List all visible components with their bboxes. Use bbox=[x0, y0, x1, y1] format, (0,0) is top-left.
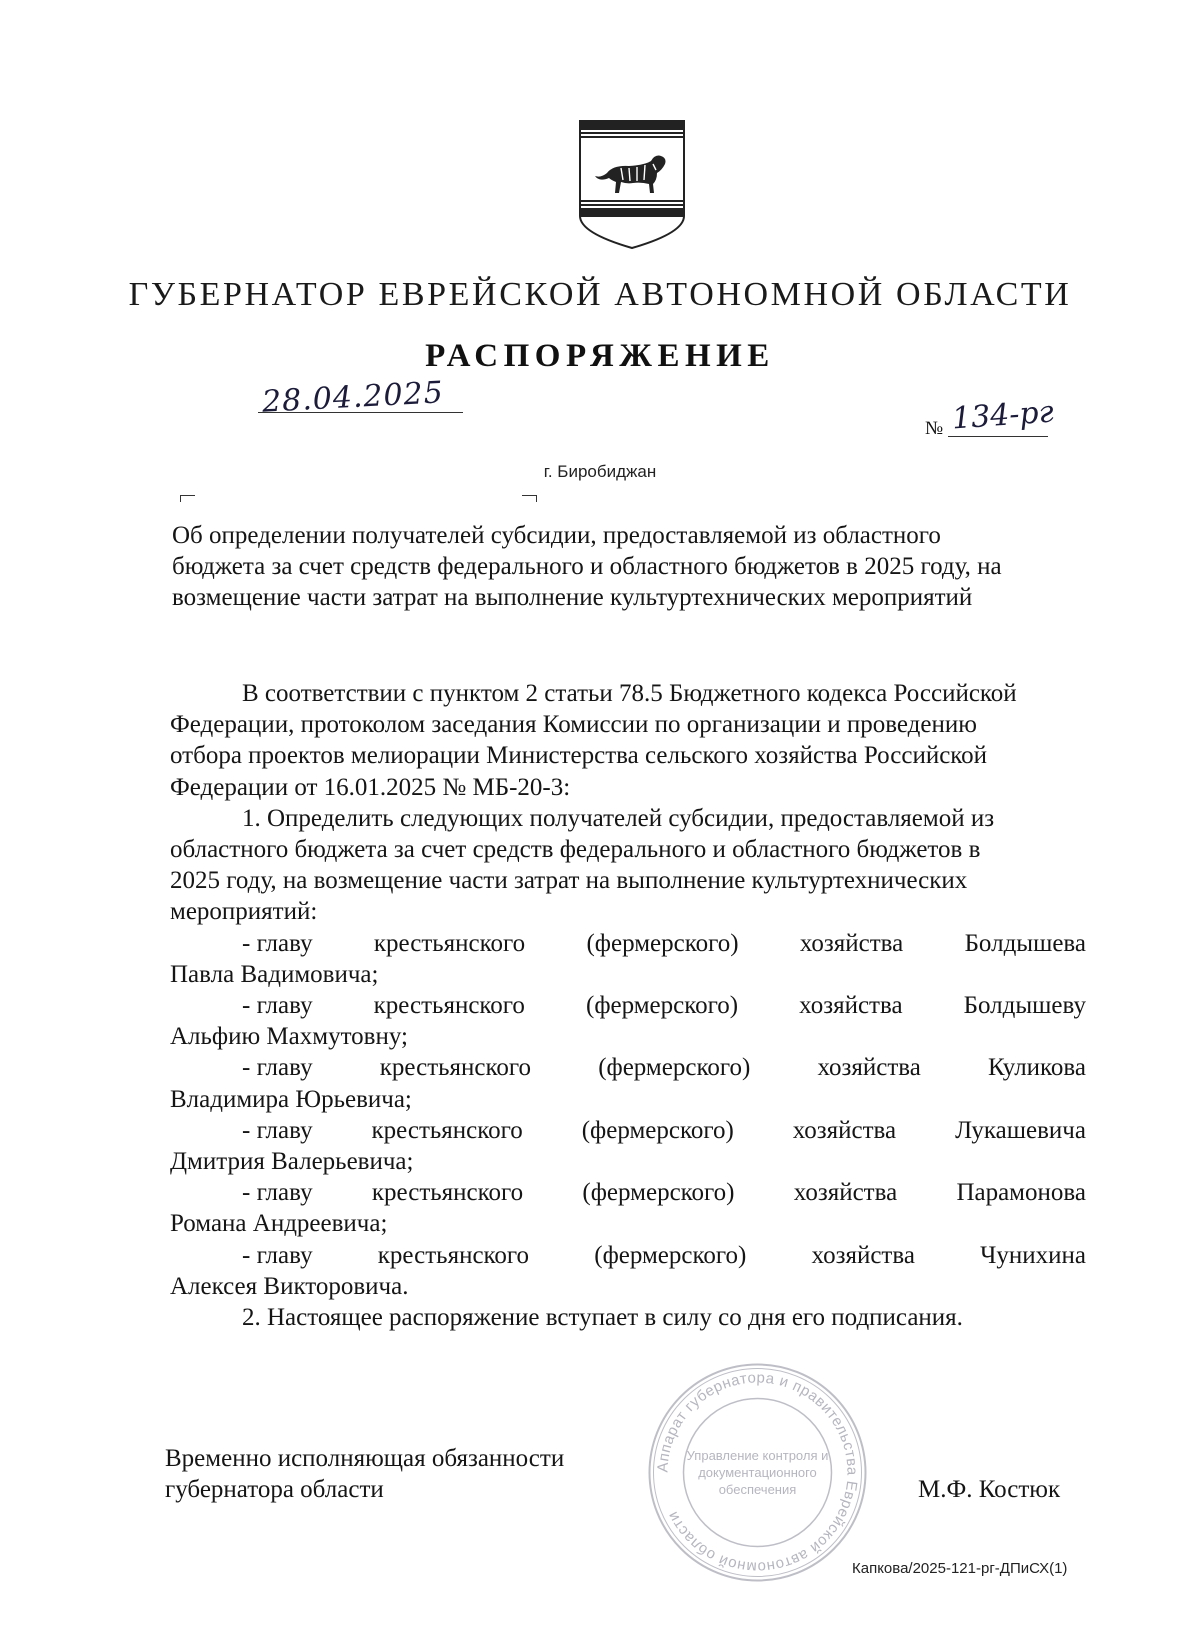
stamp-inner-line: Управление контроля и bbox=[686, 1448, 829, 1463]
recipient-name: Альфию Махмутовну; bbox=[170, 1023, 408, 1051]
city-name: г. Биробиджан bbox=[543, 462, 657, 481]
executor-reference: Капкова/2025-121-рг-ДПиСХ(1) bbox=[852, 1560, 1068, 1577]
document-subject bbox=[172, 520, 1086, 613]
item2-line: 2. Настоящее распоряжение вступает в силу со дня его подписания. bbox=[242, 1304, 963, 1332]
recipient-name: Владимира Юрьевича; bbox=[170, 1085, 412, 1113]
stamp-outer-text: Аппарат губернатора и правительства Еврейской автономной области bbox=[654, 1369, 861, 1576]
document-date: 28.04.2025 bbox=[261, 375, 445, 420]
recipient-word: хозяйства bbox=[799, 992, 903, 1020]
recipient-word: (фермерского) bbox=[586, 929, 739, 957]
recipient-word: крестьянского bbox=[373, 992, 525, 1020]
recipient-word: хозяйства bbox=[792, 1116, 897, 1144]
recipient-name: Романа Андреевича; bbox=[170, 1210, 388, 1238]
official-stamp bbox=[645, 1360, 870, 1585]
recipient-word: - главу bbox=[242, 929, 313, 957]
recipient-surname: Болдышеву bbox=[963, 992, 1086, 1020]
recipient-surname: Парамонова bbox=[956, 1179, 1086, 1207]
signatory-name: М.Ф. Костюк bbox=[918, 1476, 1061, 1503]
preamble-line: Федерации, протоколом заседания Комиссии по организации и проведению bbox=[170, 711, 977, 739]
recipient-word: крестьянского bbox=[373, 929, 526, 957]
document-type: РАСПОРЯЖЕНИЕ bbox=[425, 338, 775, 374]
recipient-word: - главу bbox=[242, 1241, 313, 1269]
recipient-word: - главу bbox=[242, 1054, 313, 1082]
recipient-word: (фермерского) bbox=[581, 1116, 734, 1144]
recipient-word: крестьянского bbox=[377, 1241, 530, 1269]
recipient-line bbox=[170, 990, 1086, 1021]
recipient-surname: Чунихина bbox=[980, 1241, 1086, 1269]
recipient-word: хозяйства bbox=[799, 929, 904, 957]
document-body bbox=[170, 678, 1086, 1333]
preamble-line: отбора проектов мелиорации Министерства сельского хозяйства Российской bbox=[170, 742, 988, 770]
item1-line: областного бюджета за счет средств федерального и областного бюджетов в bbox=[170, 836, 981, 864]
item1-line: мероприятий: bbox=[170, 898, 318, 926]
recipient-name: Павла Вадимовича; bbox=[170, 960, 379, 988]
signatory-position-line: Временно исполняющая обязанности bbox=[165, 1445, 565, 1472]
recipient-name: Алексея Викторовича. bbox=[170, 1272, 409, 1300]
recipient-word: крестьянского bbox=[371, 1116, 523, 1144]
date-underline bbox=[258, 412, 463, 413]
preamble-line: В соответствии с пунктом 2 статьи 78.5 Бюджетного кодекса Российской bbox=[242, 680, 1017, 707]
number-underline bbox=[948, 436, 1048, 437]
subject-line: возмещение части затрат на выполнение культуртехнических мероприятий bbox=[172, 584, 973, 611]
recipient-line bbox=[170, 1052, 1086, 1083]
recipient-word: хозяйства bbox=[811, 1241, 915, 1269]
stamp-inner-line: обеспечения bbox=[718, 1482, 797, 1497]
recipient-word: - главу bbox=[242, 1116, 313, 1144]
recipient-word: (фермерского) bbox=[582, 1179, 735, 1207]
recipient-word: (фермерского) bbox=[594, 1241, 747, 1269]
signatory-position bbox=[165, 1443, 564, 1505]
number-sign: № bbox=[925, 418, 944, 439]
recipient-word: крестьянского bbox=[379, 1054, 532, 1082]
preamble-line: Федерации от 16.01.2025 № МБ-20-3: bbox=[170, 773, 571, 801]
recipient-word: хозяйства bbox=[817, 1054, 921, 1082]
recipient-word: (фермерского) bbox=[586, 992, 739, 1020]
recipient-word: (фермерского) bbox=[598, 1054, 751, 1082]
recipient-word: хозяйства bbox=[793, 1179, 898, 1207]
recipient-line bbox=[170, 1177, 1086, 1208]
recipient-surname: Куликова bbox=[988, 1054, 1086, 1082]
subject-corner-right bbox=[522, 495, 537, 502]
document-number: 134-рг bbox=[950, 394, 1055, 437]
recipient-name: Дмитрия Валерьевича; bbox=[170, 1148, 414, 1176]
subject-line: Об определении получателей субсидии, предоставляемой из областного bbox=[172, 522, 941, 549]
authority-title: ГУБЕРНАТОР ЕВРЕЙСКОЙ АВТОНОМНОЙ ОБЛАСТИ bbox=[128, 276, 1072, 313]
recipient-word: - главу bbox=[242, 1179, 313, 1207]
recipient-word: крестьянского bbox=[371, 1179, 524, 1207]
item1-line: 1. Определить следующих получателей субсидии, предоставляемой из bbox=[242, 804, 995, 832]
recipient-line bbox=[170, 1240, 1086, 1271]
signatory-position-line: губернатора области bbox=[165, 1476, 384, 1503]
recipient-surname: Болдышева bbox=[964, 929, 1086, 957]
recipient-surname: Лукашевича bbox=[955, 1116, 1086, 1144]
recipient-line bbox=[170, 928, 1086, 959]
coat-of-arms-emblem bbox=[577, 118, 687, 250]
item1-line: 2025 году, на возмещение части затрат на выполнение культуртехнических bbox=[170, 867, 968, 895]
recipient-line bbox=[170, 1115, 1086, 1146]
stamp-inner-line: документационного bbox=[698, 1465, 817, 1480]
recipient-word: - главу bbox=[242, 992, 313, 1020]
subject-line: бюджета за счет средств федерального и областного бюджетов в 2025 году, на bbox=[172, 553, 1002, 580]
subject-corner-left bbox=[180, 495, 195, 502]
